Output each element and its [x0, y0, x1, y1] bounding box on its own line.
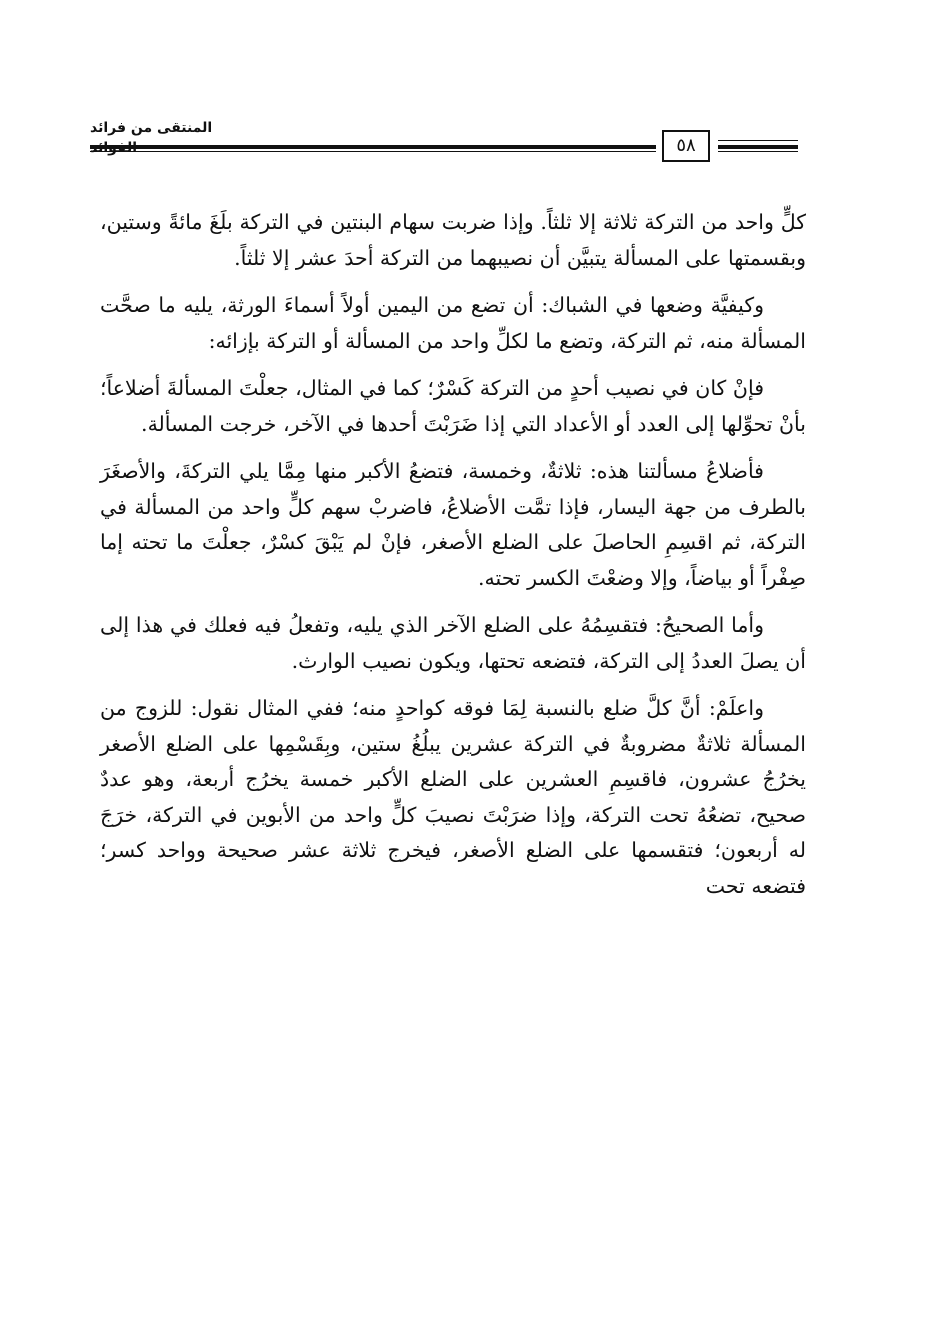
- paragraph: واعلَمْ: أنَّ كلَّ ضلع بالنسبة لِمَا فوقه كواحدٍ منه؛ ففي المثال نقول: للزوج من المسألة ثلاثةٌ مضروبةٌ في التركة عشرين يبلُغُ ستين، وبِقَسْمِها على الضلع الأصغر يخرُجُ عشرون، فاقسِمِ العشرين على الضلع الأكبر خمسة يخرُج أربعة، وهو عددٌ صحيح، تضعُهُ تحت التركة، وإذا ضرَبْتَ نصيبَ كلٍّ واحد من الأبوين في التركة، خرَجَ له أربعون؛ فتقسمها على الضلع الأصغر، فيخرج ثلاثة عشر صحيحة وواحد كسر؛ فتضعه تحت: [100, 696, 806, 898]
- paragraph: فأضلاعُ مسألتنا هذه: ثلاثةٌ، وخمسة، فتضعُ الأكبر منها مِمَّا يلي التركةَ، والأصغَرَ بالطرف من جهة اليسار، فإذا تمَّت الأضلاعُ، فاضربْ سهم كلٍّ واحد من المسألة في التركة، ثم اقسِمِ الحاصلَ على الضلع الأصغر، فإنْ لم يَبْقَ كسْرٌ، جعلْتَ ما تحته إما صِفْراً أو بياضاً، وإلا وضعْتَ الكسر تحته.: [100, 459, 806, 590]
- paragraph: كلٍّ واحد من التركة ثلاثة إلا ثلثاً. وإذا ضربت سهام البنتين في التركة بلَغَ مائةً وستين، وبقسمتها على المسألة يتبيَّن أن نصيبهما من التركة أحدَ عشر إلا ثلثاً.: [100, 210, 806, 270]
- header-rule-thin: [90, 151, 656, 152]
- page-header: [90, 118, 798, 168]
- header-rule-right-top: [718, 140, 798, 141]
- header-rule-right-thick: [718, 145, 798, 149]
- paragraph: وكيفيَّة وضعها في الشباك: أن تضع من اليمين أولاً أسماءَ الورثة، يليه ما صحَّت المسألة منه، ثم التركة، وتضع ما لكلِّ واحد من المسألة أو التركة بإزائه:: [100, 293, 806, 353]
- page-number: ٥٨: [662, 130, 710, 162]
- header-rule-thick: [90, 145, 656, 149]
- paragraph: وأما الصحيحُ: فتقسِمُهُ على الضلع الآخر الذي يليه، وتفعلُ فيه فعلك في هذا إلى أن يصلَ العددُ إلى التركة، فتضعه تحتها، ويكون نصيب الوارث.: [100, 613, 806, 673]
- body-text: [100, 205, 806, 916]
- header-rule-right-thin: [718, 151, 798, 152]
- running-title: المنتقى من فرائد: [90, 120, 213, 136]
- paragraph: فإنْ كان في نصيب أحدٍ من التركة كَسْرٌ؛ كما في المثال، جعلْتَ المسألةَ أضلاعاً؛ بأنْ تحوِّلها إلى العدد أو الأعداد التي إذا ضَرَبْتَ أحدها في الآخر، خرجت المسألة.: [100, 376, 806, 436]
